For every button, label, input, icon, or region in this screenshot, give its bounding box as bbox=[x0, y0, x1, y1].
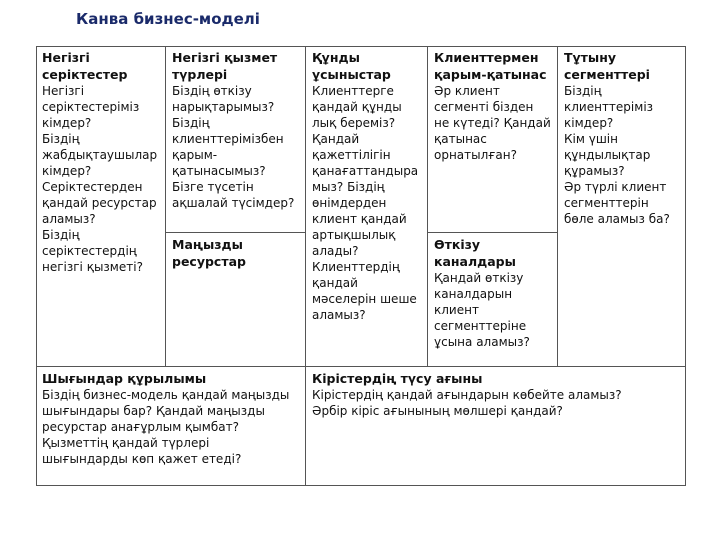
channels-cell bbox=[428, 233, 558, 366]
channels-title: Өткізу каналдары bbox=[434, 237, 516, 269]
customer-segments-cell bbox=[558, 46, 686, 366]
value-propositions-text: Клиенттерге қандай құнды лық береміз? Қандай қажеттілігін қанағаттандыра мыз? Біздің өнімдерден клиент қандай артықшылық алады? Клиенттердің қандай мәселерін шеше аламыз? bbox=[312, 84, 419, 322]
key-activities-cell bbox=[166, 46, 306, 232]
key-partners-title: Негізгі серіктестер bbox=[42, 50, 128, 82]
key-partners-text: Негізгі серіктестеріміз кімдер? Біздің жабдықтаушылар кімдер? Серіктестерден қандай ресурстар аламыз? Біздің серіктестердің негізгі қызметі? bbox=[42, 84, 158, 274]
business-model-canvas bbox=[36, 46, 686, 486]
channels-text: Қандай өткізу каналдарын клиент сегменттеріне ұсына аламыз? bbox=[434, 271, 530, 349]
customer-relationships-cell bbox=[428, 46, 558, 232]
key-partners-cell bbox=[36, 46, 166, 366]
customer-relationships-title: Клиенттермен қарым-қатынас bbox=[434, 50, 547, 82]
page-title: Канва бизнес-моделі bbox=[76, 10, 260, 28]
key-resources-cell bbox=[166, 233, 306, 366]
cost-structure-title: Шығындар құрылымы bbox=[42, 371, 207, 386]
cost-structure-text: Біздің бизнес-модель қандай маңызды шығындары бар? Қандай маңызды ресурстар анағұрлым қымбат? Қызметтің қандай түрлері шығындарды көп қажет етеді? bbox=[42, 388, 290, 466]
key-activities-text: Біздің өткізу нарықтарымыз? Біздің клиенттерімізбен қарым- қатынасымыз? Бізге түсетін ақшалай түсімдер? bbox=[172, 84, 295, 210]
revenue-streams-cell bbox=[306, 367, 686, 486]
revenue-streams-text: Кірістердің қандай ағындарын көбейте аламыз? Әрбір кіріс ағынының мөлшері қандай? bbox=[312, 388, 622, 418]
revenue-streams-title: Кірістердің түсу ағыны bbox=[312, 371, 483, 386]
customer-segments-text: Біздің клиенттеріміз кімдер? Кім үшін құндылықтар құрамыз? Әр түрлі клиент сегменттерін бөле аламыз ба? bbox=[564, 84, 670, 226]
value-propositions-title: Құнды ұсыныстар bbox=[312, 50, 391, 82]
key-activities-title: Негізгі қызмет түрлері bbox=[172, 50, 278, 82]
customer-relationships-text: Әр клиент сегменті бізден не күтеді? Қандай қатынас орнатылған? bbox=[434, 84, 551, 162]
customer-segments-title: Тұтыну сегменттері bbox=[564, 50, 650, 82]
value-propositions-cell bbox=[306, 46, 428, 366]
key-resources-title: Маңызды ресурстар bbox=[172, 237, 246, 269]
cost-structure-cell bbox=[36, 367, 306, 486]
